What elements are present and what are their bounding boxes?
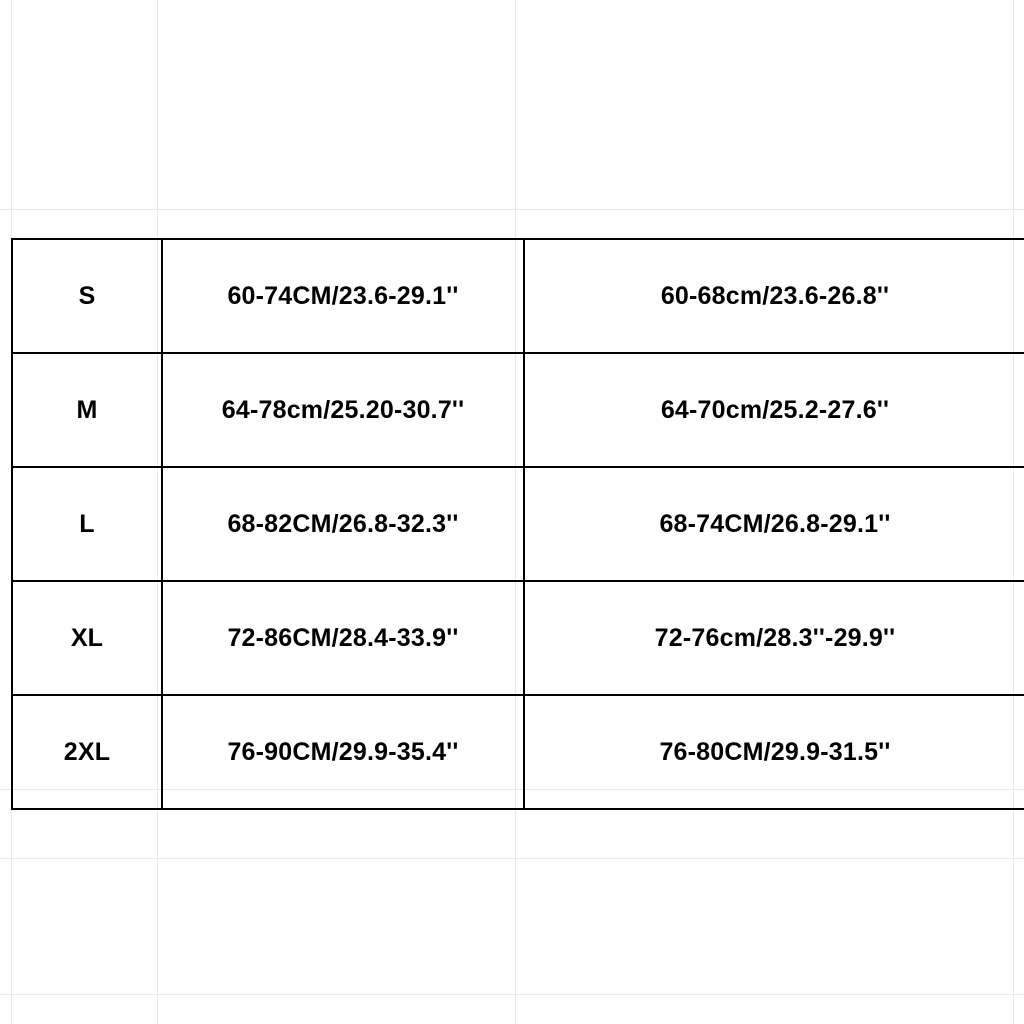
size-label: S bbox=[12, 239, 162, 353]
size-label: XL bbox=[12, 581, 162, 695]
size-label: L bbox=[12, 467, 162, 581]
measurement-b: 60-68cm/23.6-26.8'' bbox=[524, 239, 1024, 353]
grid-line-horizontal bbox=[0, 994, 1024, 995]
table-row bbox=[12, 695, 1024, 809]
size-chart-table bbox=[11, 238, 1024, 810]
size-label: 2XL bbox=[12, 695, 162, 809]
measurement-a: 76-90CM/29.9-35.4'' bbox=[162, 695, 524, 809]
table-row bbox=[12, 467, 1024, 581]
measurement-b: 64-70cm/25.2-27.6'' bbox=[524, 353, 1024, 467]
measurement-a: 72-86CM/28.4-33.9'' bbox=[162, 581, 524, 695]
size-chart bbox=[11, 238, 1013, 810]
table-row bbox=[12, 353, 1024, 467]
measurement-a: 68-82CM/26.8-32.3'' bbox=[162, 467, 524, 581]
measurement-b: 76-80CM/29.9-31.5'' bbox=[524, 695, 1024, 809]
measurement-a: 60-74CM/23.6-29.1'' bbox=[162, 239, 524, 353]
measurement-a: 64-78cm/25.20-30.7'' bbox=[162, 353, 524, 467]
measurement-b: 68-74CM/26.8-29.1'' bbox=[524, 467, 1024, 581]
table-row bbox=[12, 239, 1024, 353]
table-row bbox=[12, 581, 1024, 695]
measurement-b: 72-76cm/28.3''-29.9'' bbox=[524, 581, 1024, 695]
grid-line-horizontal bbox=[0, 858, 1024, 859]
grid-line-horizontal bbox=[0, 209, 1024, 210]
size-label: M bbox=[12, 353, 162, 467]
